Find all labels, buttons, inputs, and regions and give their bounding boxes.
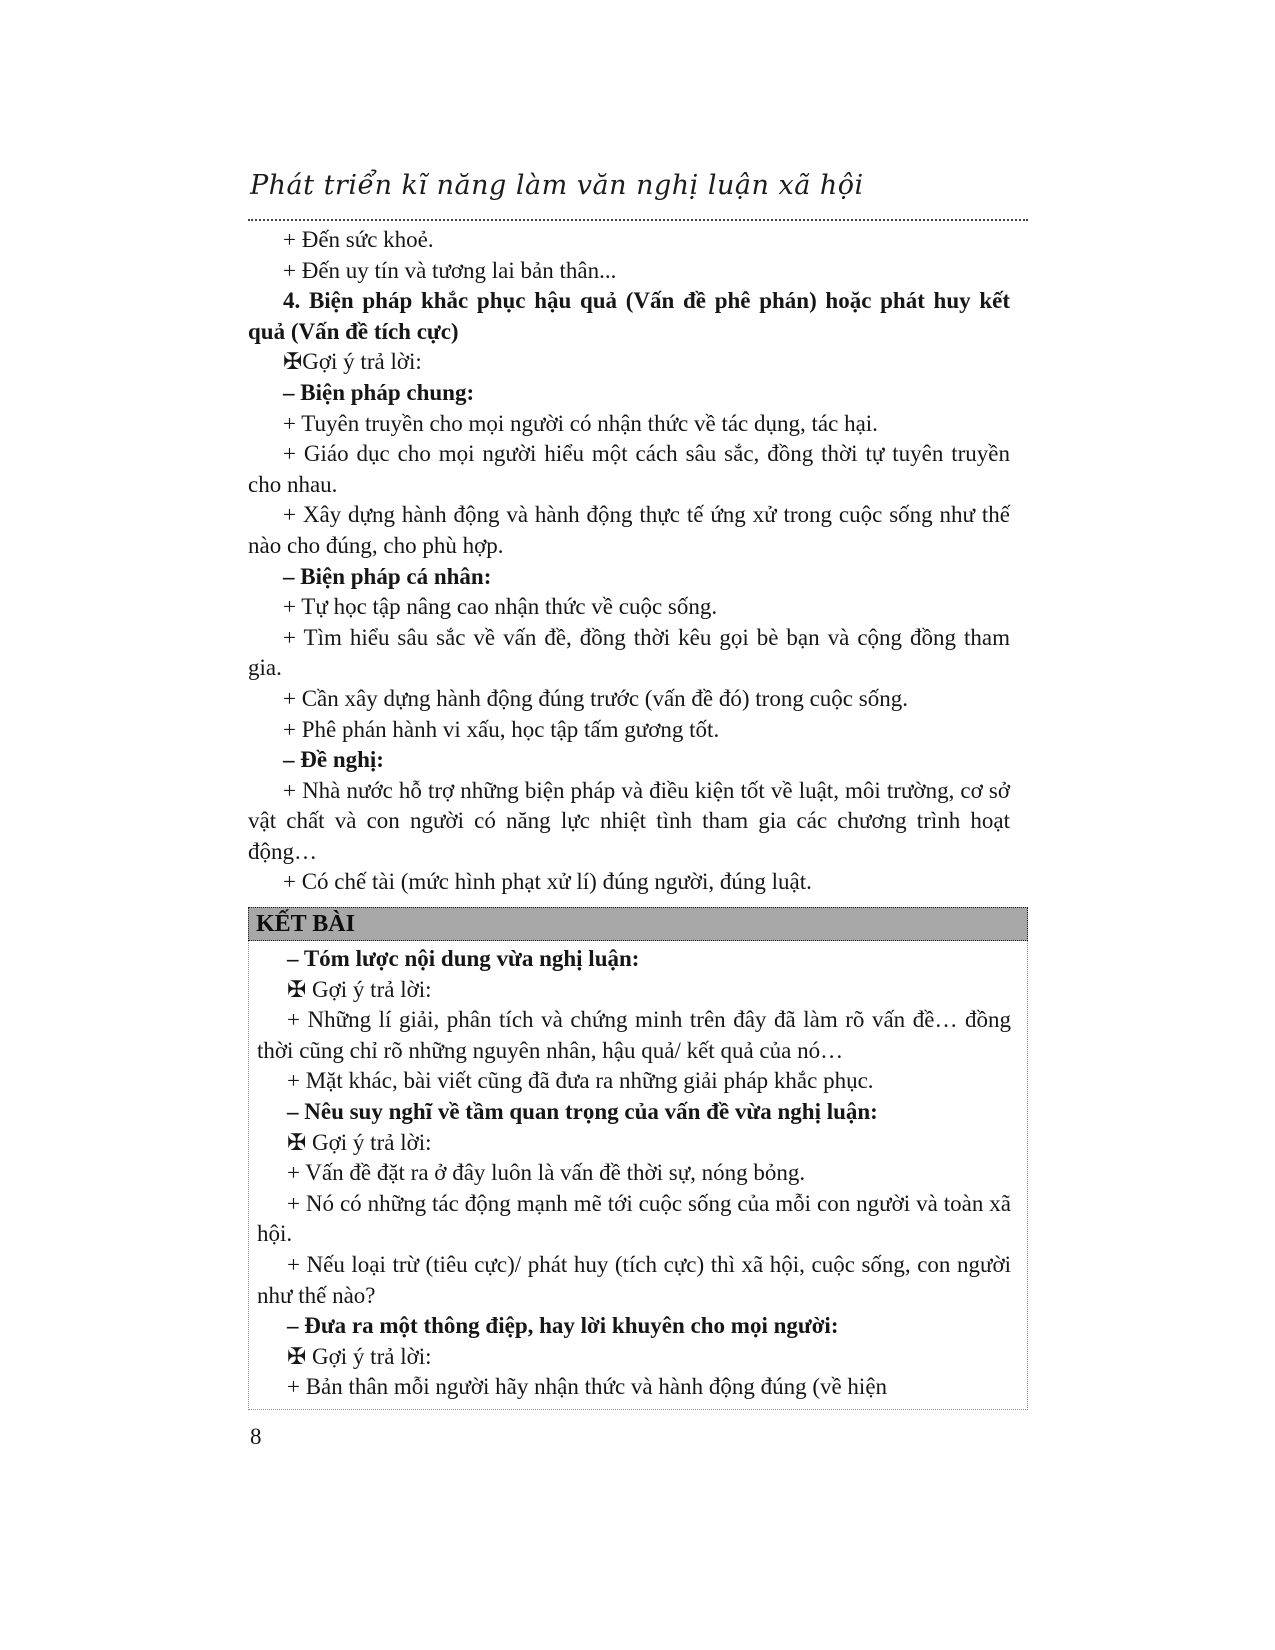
paragraph-bold-dash: – Đề nghị: [283,747,384,773]
paragraph-plus: + Phê phán hành vi xấu, học tập tấm gương tốt. [283,716,720,742]
paragraph-bold-dash: – Biện pháp chung: [283,379,475,405]
paragraph-plus: + Có chế tài (mức hình phạt xử lí) đúng người, đúng luật. [283,869,812,895]
paragraph-plus: + Bản thân mỗi người hãy nhận thức và hành động đúng (về hiện [287,1374,888,1400]
paragraph-hint: ✠ Gợi ý trả lời: [287,976,432,1002]
paragraph-bold-dash: – Nêu suy nghĩ về tầm quan trọng của vấn đề vừa nghị luận: [287,1099,878,1125]
paragraph-plus: + Đến uy tín và tương lai bản thân... [283,257,617,283]
paragraph-plus: + Giáo dục cho mọi người hiểu một cách sâu sắc, đồng thời tự tuyên truyền cho nhau. [248,441,1010,497]
paragraph-hint: ✠ Gợi ý trả lời: [287,1129,432,1155]
header-divider-rule [248,219,1028,221]
paragraph-plus: + Tìm hiểu sâu sắc về vấn đề, đồng thời kêu gọi bè bạn và cộng đồng tham gia. [248,624,1010,681]
section-header-ket-bai: KẾT BÀI [248,907,1028,941]
paragraph-plus: + Nếu loại trừ (tiêu cực)/ phát huy (tích cực) thì xã hội, cuộc sống, con người như thế nào? [257,1252,1011,1308]
ket-bai-paragraph-list [249,941,1027,1409]
running-header-title: Phát triển kĩ năng làm văn nghị luận xã hội [250,170,864,201]
page-body [248,225,1028,1410]
paragraph-plus: + Tuyên truyền cho mọi người có nhận thức về tác dụng, tác hại. [283,410,878,436]
paragraph-plus: + Xây dựng hành động và hành động thực tế ứng xử trong cuộc sống như thế nào cho đúng, cho phù hợp. [248,502,1010,558]
paragraph-plus: + Nó có những tác động mạnh mẽ tới cuộc sống của mỗi con người và toàn xã hội. [257,1190,1011,1247]
paragraph-hint: ✠ Gợi ý trả lời: [287,1343,432,1369]
page-number: 8 [250,1424,262,1449]
paragraph-plus: + Vấn đề đặt ra ở đây luôn là vấn đề thời sự, nóng bỏng. [287,1160,806,1186]
paragraph-bold-dash: – Biện pháp cá nhân: [283,563,492,589]
paragraph-plus: + Những lí giải, phân tích và chứng minh trên đây đã làm rõ vấn đề… đồng thời cũng chỉ rõ những nguyên nhân, hậu quả/ kết quả của nó… [257,1007,1011,1063]
paragraph-bold-dash: – Đưa ra một thông điệp, hay lời khuyên cho mọi người: [287,1313,839,1339]
paragraph-bold-heading: 4. Biện pháp khắc phục hậu quả (Vấn đề phê phán) hoặc phát huy kết quả (Vấn đề tích cực) [248,288,1010,344]
paragraph-bold-dash: – Tóm lược nội dung vừa nghị luận: [287,946,640,972]
paragraph-plus: + Tự học tập nâng cao nhận thức về cuộc sống. [283,594,718,620]
main-paragraph-list [248,225,1028,898]
ket-bai-section-box [248,907,1028,1410]
paragraph-plus: + Đến sức khoẻ. [283,227,434,252]
paragraph-plus: + Nhà nước hỗ trợ những biện pháp và điều kiện tốt về luật, môi trường, cơ sở vật chất và con người có năng lực nhiệt tình tham gia các chương trình hoạt động… [248,777,1010,864]
paragraph-plus: + Mặt khác, bài viết cũng đã đưa ra những giải pháp khắc phục. [287,1068,874,1094]
paragraph-plus: + Cần xây dựng hành động đúng trước (vấn đề đó) trong cuộc sống. [283,685,908,711]
paragraph-hint: ✠Gợi ý trả lời: [283,349,422,375]
